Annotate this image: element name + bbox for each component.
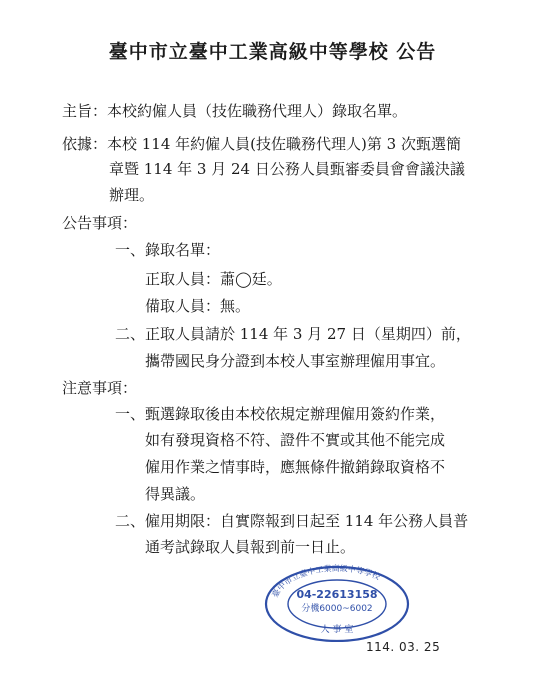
notes-item-2-line-1: 二、僱用期限：自實際報到日起至 114 年公務人員普 [115, 512, 469, 530]
office-seal-stamp [262, 562, 412, 642]
notes-item-1-line-4: 得異議。 [145, 485, 206, 503]
notes-item-1-line-2: 如有發現資格不符、證件不實或其他不能完成 [145, 431, 446, 449]
basis-line-1: 依據：本校 114 年約僱人員(技佐職務代理人)第 3 次甄選簡 [62, 135, 461, 153]
announcement-item-2-line-2: 攜帶國民身分證到本校人事室辦理僱用事宜。 [145, 352, 446, 370]
subject-line: 主旨：本校約僱人員（技佐職務代理人）錄取名單。 [62, 102, 408, 120]
notes-heading: 注意事項： [62, 379, 138, 397]
notes-item-1-line-1: 一、甄選錄取後由本校依規定辦理僱用簽約作業， [115, 405, 446, 423]
seal-ring-text: 臺中市立臺中工業高級中等學校 [270, 563, 382, 599]
backup-admit: 備取人員：無。 [145, 297, 251, 315]
basis-line-2: 章暨 114 年 3 月 24 日公務人員甄審委員會會議決議 [109, 160, 465, 178]
notes-item-1-line-3: 僱用作業之情事時，應無條件撤銷錄取資格不 [145, 458, 446, 476]
announcement-item-2-line-1: 二、正取人員請於 114 年 3 月 27 日（星期四）前， [115, 325, 471, 343]
announcement-heading: 公告事項： [62, 214, 138, 232]
announcement-item-1-label: 一、錄取名單： [115, 241, 221, 259]
basis-line-3: 辦理。 [109, 186, 155, 204]
seal-office-name: 人 事 室 [320, 625, 354, 635]
regular-admit: 正取人員：蕭◯廷。 [145, 270, 282, 288]
notes-item-2-line-2: 通考試錄取人員報到前一日止。 [145, 538, 356, 556]
document-title: 臺中市立臺中工業高級中等學校 公告 [108, 41, 437, 63]
seal-extension: 分機6000~6002 [301, 604, 373, 614]
issue-date: 114. 03. 25 [366, 640, 441, 654]
seal-phone: 04-22613158 [296, 588, 378, 601]
